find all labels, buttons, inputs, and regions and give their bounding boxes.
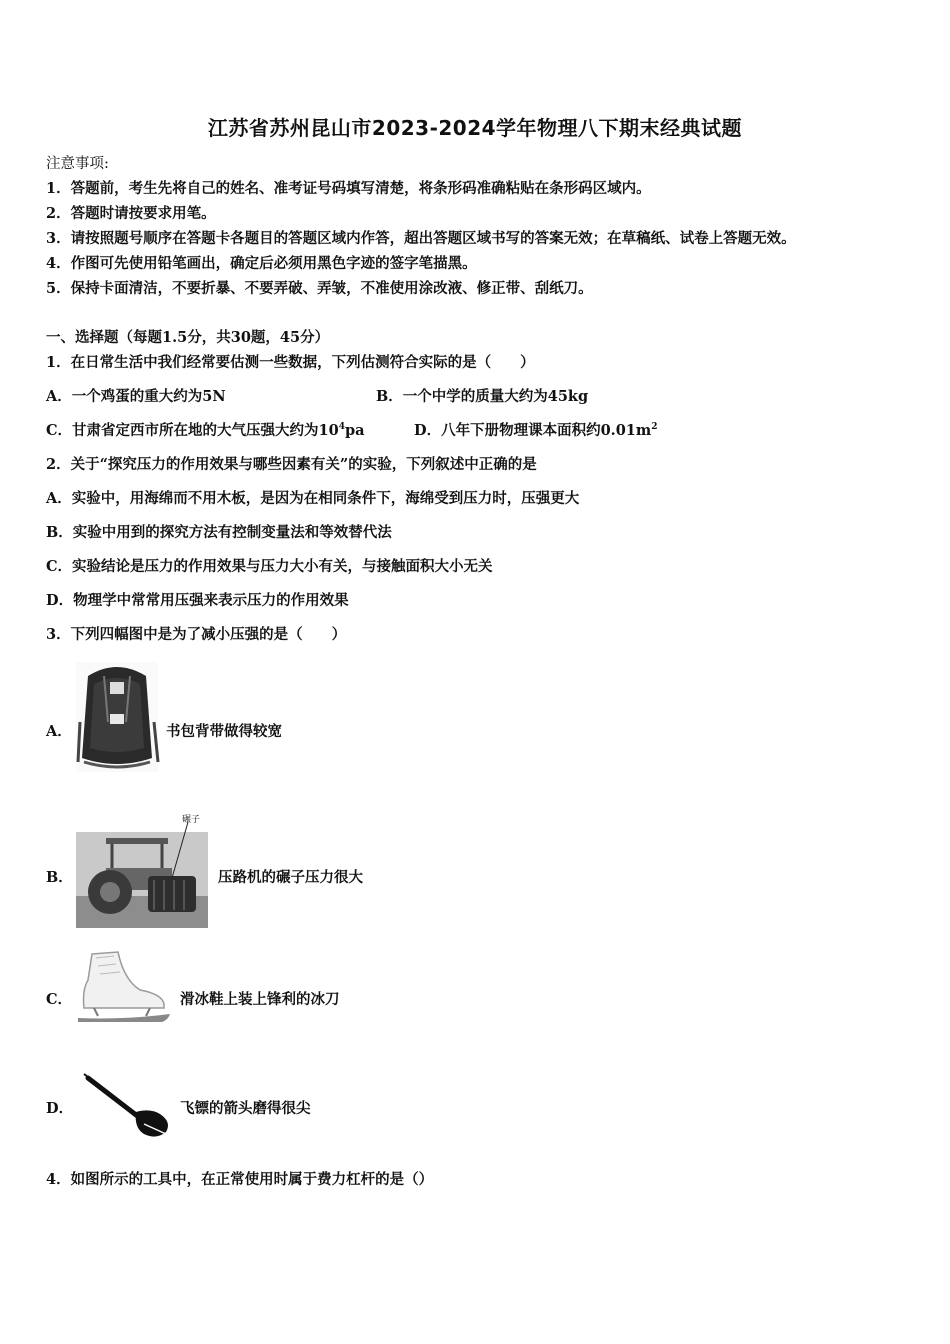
road-roller-icon — [76, 818, 208, 928]
question-3-option-a-label: A． — [46, 723, 72, 740]
notice-item: 3．请按照题号顺序在答题卡各题目的答题区域内作答，超出答题区域书写的答案无效；在草稿纸、试卷上答题无效。 — [46, 230, 796, 247]
section-heading: 一、选择题（每题1.5分，共30题，45分） — [46, 329, 330, 346]
question-3-option-b-text: 压路机的碾子压力很大 — [218, 869, 363, 886]
question-1-option-b: B．一个中学的质量大约为45kg — [376, 388, 589, 405]
notice-item: 1．答题前，考生先将自己的姓名、准考证号码填写清楚，将条形码准确粘贴在条形码区域内。 — [46, 180, 651, 197]
question-3-option-c-text: 滑冰鞋上装上锋利的冰刀 — [180, 991, 340, 1008]
question-3-option-b-label: B． — [46, 869, 73, 886]
question-1-option-c — [46, 419, 365, 440]
backpack-icon — [74, 662, 160, 772]
question-3-option-d-text: 飞镖的箭头磨得很尖 — [180, 1100, 311, 1117]
question-1-option-a: A．一个鸡蛋的重大约为5N — [46, 388, 226, 405]
question-2-option-d: D．物理学中常常用压强来表示压力的作用效果 — [46, 592, 349, 609]
question-2-option-a: A．实验中，用海绵而不用木板，是因为在相同条件下，海绵受到压力时，压强更大 — [46, 490, 580, 507]
question-3-stem: 3．下列四幅图中是为了减小压强的是（ ） — [46, 626, 347, 643]
ice-skate-icon — [74, 950, 174, 1026]
question-3-option-a-text: 书包背带做得较宽 — [166, 723, 282, 740]
question-2-option-c: C．实验结论是压力的作用效果与压力大小有关，与接触面积大小无关 — [46, 558, 493, 575]
option-c-exponent: 4 — [338, 422, 345, 433]
question-2-stem: 2．关于“探究压力的作用效果与哪些因素有关”的实验，下列叙述中正确的是 — [46, 456, 537, 473]
notice-heading: 注意事项: — [46, 156, 109, 172]
question-3-option-c-label: C． — [46, 991, 73, 1008]
dart-icon — [80, 1068, 176, 1144]
question-1-stem: 1．在日常生活中我们经常要估测一些数据，下列估测符合实际的是（ ） — [46, 354, 535, 371]
notice-item: 5．保持卡面清洁，不要折暴、不要弄破、弄皱，不准使用涂改液、修正带、刮纸刀。 — [46, 280, 593, 297]
option-d-text: D．八年下册物理课本面积约0.01m — [414, 422, 652, 439]
question-2-option-b: B．实验中用到的探究方法有控制变量法和等效替代法 — [46, 524, 392, 541]
page-title: 江苏省苏州昆山市2023-2024学年物理八下期末经典试题 — [207, 116, 743, 140]
option-c-unit: pa — [344, 422, 365, 439]
notice-item: 2．答题时请按要求用笔。 — [46, 205, 216, 222]
question-1-option-d — [414, 419, 658, 440]
roller-callout-label: 碾子 — [182, 815, 201, 825]
option-d-exponent: 2 — [651, 422, 658, 433]
notice-item: 4．作图可先使用铅笔画出，确定后必须用黑色字迹的签字笔描黑。 — [46, 255, 477, 272]
question-3-option-d-label: D． — [46, 1100, 74, 1117]
option-c-text: C．甘肃省定西市所在地的大气压强大约为10 — [46, 422, 339, 439]
question-4-stem: 4．如图所示的工具中，在正常使用时属于费力杠杆的是（） — [46, 1171, 434, 1188]
